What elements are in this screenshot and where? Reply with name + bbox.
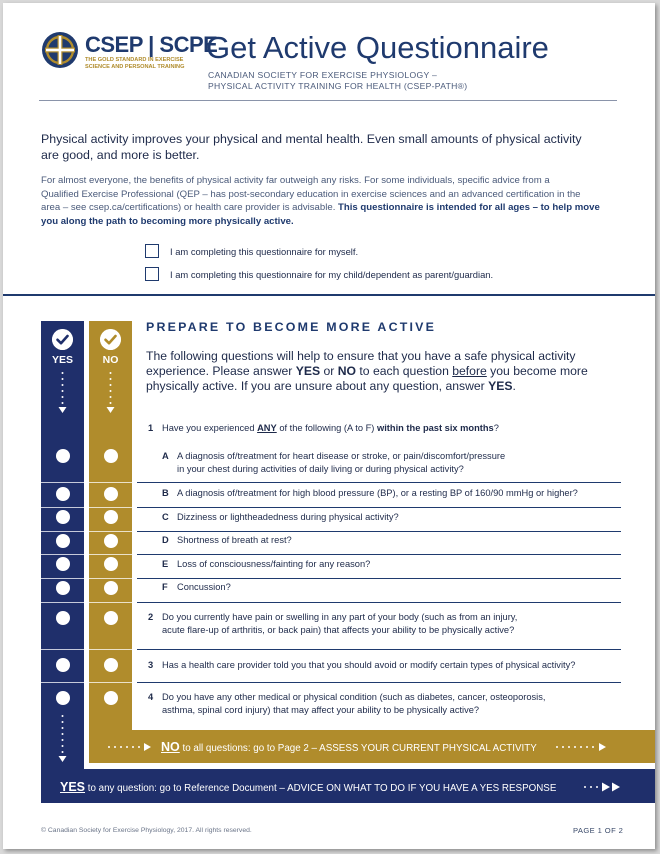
intro-body-line1: For almost everyone, the benefits of physical activity far outweigh any risks. For some individuals, specific advice from a	[41, 175, 550, 186]
no-column	[89, 321, 132, 741]
yes-band-arrow-icon	[583, 781, 627, 793]
question-1c-text: Dizziness or lightheadedness during physical activity?	[177, 512, 399, 522]
section-intro-text: experience. Please answer	[146, 364, 296, 379]
section-intro-text: you become more	[486, 364, 588, 379]
yes-row-separator	[41, 578, 84, 579]
yes-radio-1d[interactable]	[56, 534, 70, 548]
section-intro-text: .	[512, 379, 516, 394]
q1-any: ANY	[257, 423, 277, 433]
yes-check-icon	[52, 329, 73, 350]
row-divider	[137, 507, 621, 508]
no-row-separator	[89, 682, 132, 683]
sub-letter: F	[162, 582, 168, 592]
no-radio-1b[interactable]	[104, 487, 118, 501]
intro-body-line4	[41, 215, 621, 229]
section-divider	[3, 294, 655, 296]
row-divider	[137, 482, 621, 483]
checkbox-row-self[interactable]	[145, 244, 358, 258]
row-divider	[137, 602, 621, 603]
no-radio-3[interactable]	[104, 658, 118, 672]
intro-body-line2: Qualified Exercise Professional (QEP – has post-secondary education in exercise sciences and an advanced certification in the	[41, 188, 581, 200]
copyright-notice: © Canadian Society for Exercise Physiology, 2017. All rights reserved.	[41, 827, 252, 834]
no-band-right-arrow-icon	[555, 741, 611, 753]
intro-body-line3	[41, 201, 621, 215]
no-result-strong: NO	[161, 740, 180, 754]
yes-radio-3[interactable]	[56, 658, 70, 672]
yes-result-strong: YES	[60, 780, 86, 794]
yes-radio-1e[interactable]	[56, 557, 70, 571]
no-row-separator	[89, 482, 132, 483]
question-1a-line2: in your chest during activities of daily living or during physical activity?	[177, 463, 464, 474]
question-number: 4	[148, 692, 154, 702]
no-row-separator	[89, 507, 132, 508]
row-divider	[137, 554, 621, 555]
no-check-icon	[100, 329, 121, 350]
yes-column-label: YES	[51, 354, 73, 366]
row-divider	[137, 531, 621, 532]
intro-lead-line1: Physical activity improves your physical and mental health. Even small amounts of physical activity	[41, 132, 582, 146]
section-intro-no: NO	[337, 364, 357, 379]
section-intro-before: before	[452, 364, 487, 379]
no-radio-1d[interactable]	[104, 534, 118, 548]
sub-letter: E	[162, 559, 169, 569]
question-number: 3	[148, 660, 154, 670]
yes-dotted-arrow-icon	[56, 370, 69, 418]
no-radio-4[interactable]	[104, 691, 118, 705]
question-2-line2: acute flare-up of arthritis, or back pain) that affects your ability to be physically active?	[162, 624, 515, 635]
checkbox-dependent[interactable]	[145, 267, 159, 281]
no-row-separator	[89, 649, 132, 650]
section-intro-text: or	[320, 364, 338, 379]
no-row-separator	[89, 554, 132, 555]
no-radio-2[interactable]	[104, 611, 118, 625]
yes-result-text	[60, 780, 556, 794]
yes-row-separator	[41, 682, 84, 683]
yes-column	[41, 321, 84, 769]
intro-body	[41, 174, 621, 228]
section-intro-line1: The following questions will help to ensure that you have a safe physical activity	[146, 349, 576, 363]
no-column-label: NO	[102, 354, 119, 366]
yes-row-separator	[41, 531, 84, 532]
section-intro-yes: YES	[488, 379, 513, 394]
checkbox-self[interactable]	[145, 244, 159, 258]
yes-radio-4[interactable]	[56, 691, 70, 705]
question-2-text	[162, 611, 517, 637]
row-divider	[137, 649, 621, 650]
question-1b-text: A diagnosis of/treatment for high blood pressure (BP), or a resting BP of 160/90 mmHg or higher?	[177, 488, 578, 498]
csep-emblem-icon	[41, 31, 79, 69]
yes-radio-2[interactable]	[56, 611, 70, 625]
question-4-text	[162, 691, 545, 717]
logo-tagline: THE GOLD STANDARD IN EXERCISE SCIENCE AND PERSONAL TRAINING	[85, 57, 185, 70]
intro-lead	[41, 131, 611, 163]
no-row-separator	[89, 531, 132, 532]
question-1d-text: Shortness of breath at rest?	[177, 535, 292, 545]
q1-text: of the following (A to F)	[276, 423, 377, 433]
section-intro-yes: YES	[295, 364, 321, 379]
no-radio-1f[interactable]	[104, 581, 118, 595]
intro-body-line4-bold: you along the path to becoming more physically active.	[41, 215, 294, 227]
intro-lead-line2: are good, and more is better.	[41, 148, 200, 162]
checkbox-row-dependent[interactable]	[145, 267, 493, 281]
intro-body-line3-bold: This questionnaire is intended for all ages – to help move	[338, 202, 600, 213]
document-subtitle-line2: PHYSICAL ACTIVITY TRAINING FOR HEALTH (CSEP-PATH®)	[208, 81, 468, 91]
no-radio-1c[interactable]	[104, 510, 118, 524]
section-title: PREPARE TO BECOME MORE ACTIVE	[146, 320, 437, 334]
question-4-line2: asthma, spinal cord injury) that may affect your ability to be physically active?	[162, 704, 480, 715]
question-4-line1: Do you have any other medical or physical condition (such as diabetes, cancer, osteoporosis,	[162, 692, 546, 702]
question-number: 2	[148, 612, 154, 622]
intro-body-line3-plain: area – see csep.ca/certifications) or health care provider is advisable.	[41, 202, 339, 213]
row-divider	[137, 578, 621, 579]
section-intro-line2	[146, 364, 622, 379]
question-1e-text: Loss of consciousness/fainting for any reason?	[177, 559, 371, 569]
sub-letter: D	[162, 535, 169, 545]
yes-row-separator	[41, 554, 84, 555]
logo-name: CSEP | SCPE	[85, 32, 218, 57]
document-title: Get Active Questionnaire	[206, 30, 549, 65]
sub-letter: C	[162, 512, 169, 522]
question-number: 1	[148, 423, 154, 433]
csep-logo	[41, 31, 218, 77]
yes-radio-1f[interactable]	[56, 581, 70, 595]
question-1-text	[162, 422, 499, 435]
no-row-separator	[89, 602, 132, 603]
yes-radio-1c[interactable]	[56, 510, 70, 524]
section-intro-text: physically active. If you are unsure about any question, answer	[146, 379, 489, 394]
yes-row-separator	[41, 602, 84, 603]
yes-row-separator	[41, 649, 84, 650]
no-result-text	[161, 740, 537, 754]
checkbox-self-label: I am completing this questionnaire for myself.	[170, 245, 359, 257]
question-1a-line1: A diagnosis of/treatment for heart disease or stroke, or pain/discomfort/pressure	[177, 451, 506, 461]
no-band-left-arrow-icon	[107, 741, 155, 753]
page-number: PAGE 1 OF 2	[573, 826, 624, 835]
yes-row-separator	[41, 482, 84, 483]
no-row-separator	[89, 578, 132, 579]
section-intro-text: to each question	[356, 364, 453, 379]
question-1f-text: Concussion?	[177, 582, 231, 592]
questionnaire-page	[3, 3, 655, 849]
yes-radio-1b[interactable]	[56, 487, 70, 501]
yes-row-separator	[41, 507, 84, 508]
no-result-instruction: to all questions: go to Page 2 – ASSESS YOUR CURRENT PHYSICAL ACTIVITY	[179, 743, 537, 754]
header-divider	[39, 100, 617, 101]
section-intro-line3	[146, 379, 622, 394]
row-divider	[137, 682, 621, 683]
checkbox-dependent-label: I am completing this questionnaire for my child/dependent as parent/guardian.	[170, 268, 494, 280]
question-1a-text	[177, 450, 505, 476]
q1-text: ?	[493, 423, 499, 433]
yes-radio-1a[interactable]	[56, 449, 70, 463]
no-dotted-arrow-icon	[104, 370, 117, 418]
sub-letter: B	[162, 488, 169, 498]
no-radio-1a[interactable]	[104, 449, 118, 463]
document-subtitle-line1: CANADIAN SOCIETY FOR EXERCISE PHYSIOLOGY –	[208, 70, 438, 80]
question-2-line1: Do you currently have pain or swelling in any part of your body (such as from an injury,	[162, 612, 518, 622]
q1-text: Have you experienced	[162, 423, 258, 433]
section-intro	[146, 349, 622, 395]
question-3-text: Has a health care provider told you that you should avoid or modify certain types of physical activity?	[162, 660, 576, 670]
sub-letter: A	[162, 451, 169, 461]
yes-bottom-arrow-icon	[56, 713, 69, 767]
no-radio-1e[interactable]	[104, 557, 118, 571]
q1-bold: within the past six months	[376, 423, 494, 433]
yes-result-instruction: to any question: go to Reference Document – ADVICE ON WHAT TO DO IF YOU HAVE A YES RESPONSE	[85, 783, 557, 794]
